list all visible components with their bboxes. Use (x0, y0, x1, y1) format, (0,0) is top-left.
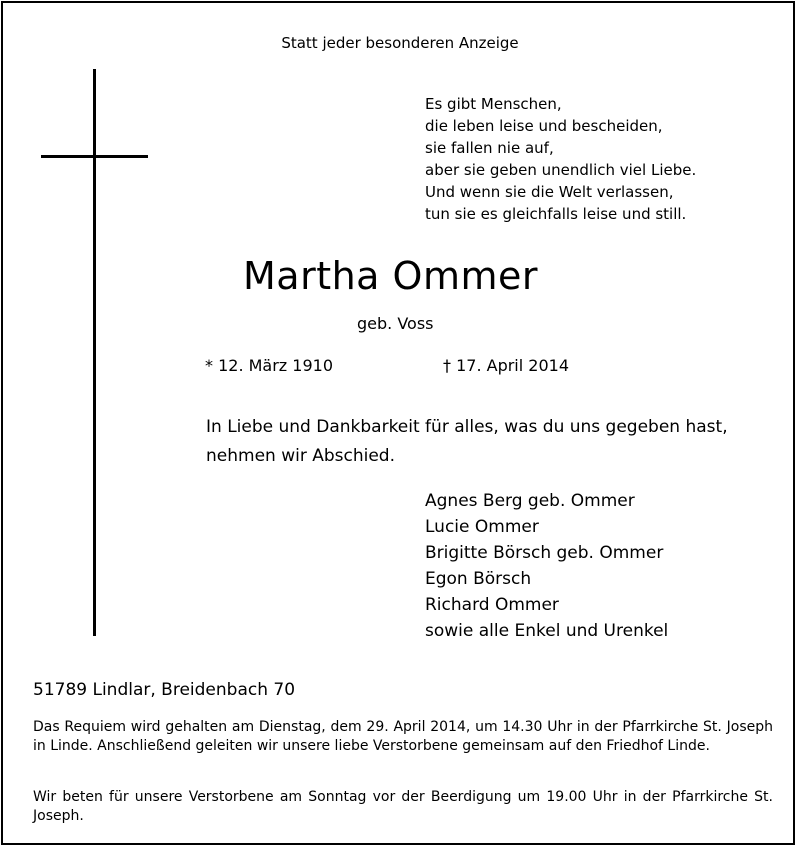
notice-header: Statt jeder besonderen Anzeige (281, 34, 519, 52)
maiden-name: geb. Voss (357, 314, 434, 333)
mourner: Agnes Berg geb. Ommer (425, 491, 635, 511)
mourner: Lucie Ommer (425, 517, 539, 537)
requiem-info: Das Requiem wird gehalten am Dienstag, dem 29. April 2014, um 14.30 Uhr in der Pfarrkirche St. Joseph in Linde. Anschließend geleiten wir unsere liebe Verstorbene gemeinsam auf den Friedhof Linde. (33, 719, 773, 754)
mourners-list (425, 488, 668, 644)
mourner: sowie alle Enkel und Urenkel (425, 621, 669, 641)
mourner: Brigitte Börsch geb. Ommer (425, 543, 664, 563)
poem-line: aber sie geben unendlich viel Liebe. (425, 161, 697, 179)
prayer-info: Wir beten für unsere Verstorbene am Sonntag vor der Beerdigung um 19.00 Uhr in der Pfarrkirche St. Joseph. (33, 789, 773, 824)
birth-date: * 12. März 1910 (205, 356, 334, 375)
death-date: † 17. April 2014 (443, 356, 569, 375)
poem (425, 93, 696, 225)
mourner: Richard Ommer (425, 595, 559, 615)
mourner: Egon Börsch (425, 569, 532, 589)
farewell-message (206, 413, 728, 471)
message-line: nehmen wir Abschied. (206, 446, 396, 466)
cross-horizontal-bar (41, 155, 148, 158)
family-address: 51789 Lindlar, Breidenbach 70 (33, 680, 296, 700)
poem-line: Und wenn sie die Welt verlassen, (425, 183, 674, 201)
poem-line: tun sie es gleichfalls leise und still. (425, 205, 687, 223)
message-line: In Liebe und Dankbarkeit für alles, was du uns gegeben hast, (206, 417, 728, 437)
poem-line: sie fallen nie auf, (425, 139, 554, 157)
deceased-name: Martha Ommer (243, 254, 538, 298)
poem-line: Es gibt Menschen, (425, 95, 562, 113)
poem-line: die leben leise und bescheiden, (425, 117, 663, 135)
